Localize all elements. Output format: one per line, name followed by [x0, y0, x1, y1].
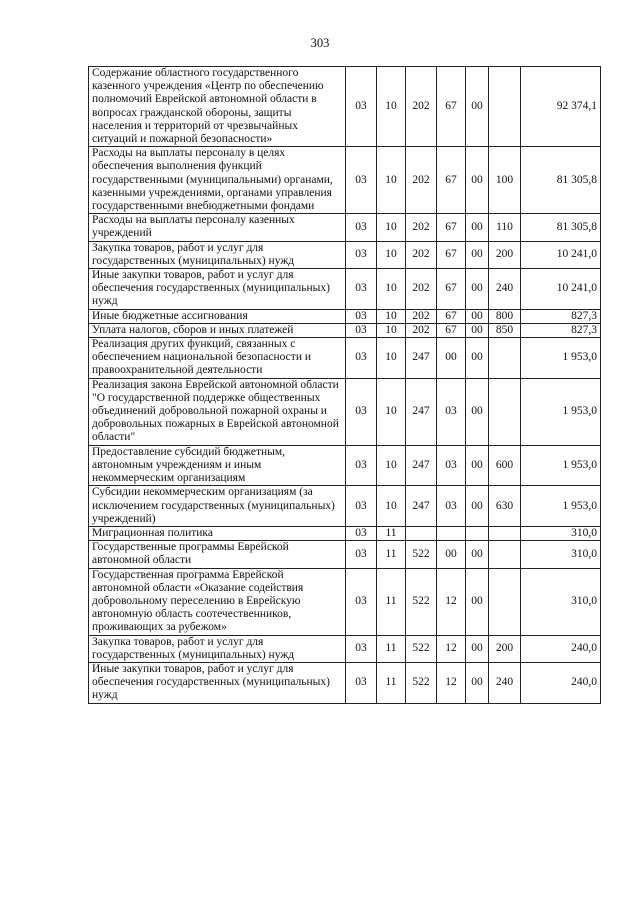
table-row — [89, 378, 601, 445]
section-code: 03 — [346, 486, 377, 527]
expense-type-code — [489, 568, 521, 635]
section-code: 03 — [346, 214, 377, 241]
target-article-program: 202 — [406, 67, 437, 147]
table-row — [89, 445, 601, 486]
subsection-code: 11 — [377, 662, 406, 703]
target-article-program: 247 — [406, 338, 437, 379]
expense-type-code — [489, 378, 521, 445]
expense-type-code: 600 — [489, 445, 521, 486]
expense-type-code: 100 — [489, 147, 521, 214]
target-article-direction: 00 — [466, 486, 489, 527]
amount: 10 241,0 — [521, 269, 601, 310]
target-article-subprogram: 03 — [437, 378, 466, 445]
subsection-code: 10 — [377, 338, 406, 379]
target-article-program: 202 — [406, 323, 437, 337]
section-code: 03 — [346, 147, 377, 214]
target-article-direction: 00 — [466, 568, 489, 635]
row-description: Уплата налогов, сборов и иных платежей — [89, 323, 346, 337]
amount: 1 953,0 — [521, 486, 601, 527]
target-article-direction: 00 — [466, 269, 489, 310]
subsection-code: 10 — [377, 378, 406, 445]
section-code: 03 — [346, 541, 377, 568]
amount: 310,0 — [521, 568, 601, 635]
section-code: 03 — [346, 269, 377, 310]
table-row — [89, 662, 601, 703]
target-article-subprogram: 67 — [437, 67, 466, 147]
page-number: 303 — [310, 36, 330, 50]
row-description: Миграционная политика — [89, 526, 346, 540]
expense-type-code: 850 — [489, 323, 521, 337]
target-article-subprogram: 67 — [437, 269, 466, 310]
table-body — [89, 67, 601, 704]
row-description: Государственная программа Еврейской автономной области «Оказание содействия добровольному переселению в Еврейскую автономную область соотечественников, проживающих за рубежом» — [89, 568, 346, 635]
table-row — [89, 269, 601, 310]
target-article-program: 247 — [406, 445, 437, 486]
target-article-program: 522 — [406, 568, 437, 635]
section-code: 03 — [346, 323, 377, 337]
target-article-subprogram: 03 — [437, 486, 466, 527]
target-article-subprogram: 12 — [437, 568, 466, 635]
expense-type-code — [489, 67, 521, 147]
table-row — [89, 147, 601, 214]
amount: 310,0 — [521, 526, 601, 540]
target-article-subprogram: 00 — [437, 338, 466, 379]
row-description: Расходы на выплаты персоналу казенных учреждений — [89, 214, 346, 241]
row-description: Расходы на выплаты персоналу в целях обеспечения выполнения функций государственными (муниципальными) органами, казенными учреждениями, органами управления государственными внебюджетными фондами — [89, 147, 346, 214]
subsection-code: 10 — [377, 445, 406, 486]
subsection-code: 11 — [377, 526, 406, 540]
expense-type-code: 240 — [489, 662, 521, 703]
amount: 92 374,1 — [521, 67, 601, 147]
subsection-code: 10 — [377, 323, 406, 337]
row-description: Иные закупки товаров, работ и услуг для обеспечения государственных (муниципальных) нужд — [89, 269, 346, 310]
target-article-direction: 00 — [466, 323, 489, 337]
amount: 827,3 — [521, 309, 601, 323]
section-code: 03 — [346, 635, 377, 662]
target-article-direction: 00 — [466, 214, 489, 241]
section-code: 03 — [346, 338, 377, 379]
target-article-subprogram: 67 — [437, 241, 466, 268]
expense-type-code — [489, 526, 521, 540]
expense-type-code: 800 — [489, 309, 521, 323]
amount: 240,0 — [521, 635, 601, 662]
expense-type-code — [489, 541, 521, 568]
row-description: Содержание областного государственного казенного учреждения «Центр по обеспечению полномочий Еврейской автономной области в вопросах гражданской обороны, защиты населения и территорий от чрезвычайных ситуаций и пожарной безопасности» — [89, 67, 346, 147]
target-article-program: 522 — [406, 635, 437, 662]
table-row — [89, 241, 601, 268]
target-article-direction: 00 — [466, 338, 489, 379]
table-row — [89, 214, 601, 241]
section-code: 03 — [346, 568, 377, 635]
table-row — [89, 635, 601, 662]
target-article-program — [406, 526, 437, 540]
row-description: Закупка товаров, работ и услуг для государственных (муниципальных) нужд — [89, 241, 346, 268]
expense-type-code — [489, 338, 521, 379]
target-article-subprogram: 67 — [437, 309, 466, 323]
amount: 1 953,0 — [521, 338, 601, 379]
table-row — [89, 323, 601, 337]
expense-type-code: 110 — [489, 214, 521, 241]
subsection-code: 11 — [377, 635, 406, 662]
target-article-direction: 00 — [466, 445, 489, 486]
subsection-code: 11 — [377, 541, 406, 568]
section-code: 03 — [346, 378, 377, 445]
target-article-program: 522 — [406, 541, 437, 568]
expense-type-code: 200 — [489, 635, 521, 662]
amount: 81 305,8 — [521, 147, 601, 214]
target-article-subprogram: 12 — [437, 635, 466, 662]
table-row — [89, 568, 601, 635]
target-article-program: 247 — [406, 378, 437, 445]
expense-type-code: 240 — [489, 269, 521, 310]
target-article-program: 202 — [406, 241, 437, 268]
section-code: 03 — [346, 445, 377, 486]
row-description: Закупка товаров, работ и услуг для государственных (муниципальных) нужд — [89, 635, 346, 662]
target-article-program: 247 — [406, 486, 437, 527]
target-article-subprogram: 12 — [437, 662, 466, 703]
amount: 1 953,0 — [521, 445, 601, 486]
target-article-subprogram: 67 — [437, 214, 466, 241]
amount: 1 953,0 — [521, 378, 601, 445]
target-article-direction: 00 — [466, 635, 489, 662]
target-article-direction: 00 — [466, 541, 489, 568]
section-code: 03 — [346, 526, 377, 540]
target-article-direction: 00 — [466, 378, 489, 445]
row-description: Реализация других функций, связанных с обеспечением национальной безопасности и правоохранительной деятельности — [89, 338, 346, 379]
target-article-program: 202 — [406, 269, 437, 310]
row-description: Предоставление субсидий бюджетным, автономным учреждениям и иным некоммерческим организациям — [89, 445, 346, 486]
amount: 81 305,8 — [521, 214, 601, 241]
table-row — [89, 526, 601, 540]
section-code: 03 — [346, 241, 377, 268]
table-row — [89, 309, 601, 323]
target-article-subprogram: 00 — [437, 541, 466, 568]
amount: 827,3 — [521, 323, 601, 337]
row-description: Субсидии некоммерческим организациям (за исключением государственных (муниципальных) учреждений) — [89, 486, 346, 527]
target-article-program: 202 — [406, 214, 437, 241]
target-article-direction: 00 — [466, 241, 489, 268]
table-row — [89, 67, 601, 147]
subsection-code: 10 — [377, 147, 406, 214]
subsection-code: 10 — [377, 67, 406, 147]
target-article-subprogram: 67 — [437, 323, 466, 337]
target-article-direction: 00 — [466, 67, 489, 147]
target-article-program: 522 — [406, 662, 437, 703]
subsection-code: 10 — [377, 309, 406, 323]
target-article-program: 202 — [406, 147, 437, 214]
amount: 310,0 — [521, 541, 601, 568]
target-article-program: 202 — [406, 309, 437, 323]
budget-table — [88, 66, 601, 704]
amount: 10 241,0 — [521, 241, 601, 268]
amount: 240,0 — [521, 662, 601, 703]
target-article-direction: 00 — [466, 309, 489, 323]
expense-type-code: 200 — [489, 241, 521, 268]
target-article-direction — [466, 526, 489, 540]
section-code: 03 — [346, 67, 377, 147]
target-article-direction: 00 — [466, 662, 489, 703]
table-row — [89, 541, 601, 568]
subsection-code: 10 — [377, 241, 406, 268]
row-description: Государственные программы Еврейской автономной области — [89, 541, 346, 568]
subsection-code: 10 — [377, 486, 406, 527]
row-description: Реализация закона Еврейской автономной области "О государственной поддержке общественных объединений добровольной пожарной охраны и добровольных пожарных в Еврейской автономной области" — [89, 378, 346, 445]
subsection-code: 10 — [377, 269, 406, 310]
row-description: Иные закупки товаров, работ и услуг для обеспечения государственных (муниципальных) нужд — [89, 662, 346, 703]
subsection-code: 10 — [377, 214, 406, 241]
expense-type-code: 630 — [489, 486, 521, 527]
subsection-code: 11 — [377, 568, 406, 635]
section-code: 03 — [346, 662, 377, 703]
table-row — [89, 338, 601, 379]
section-code: 03 — [346, 309, 377, 323]
target-article-subprogram — [437, 526, 466, 540]
table-row — [89, 486, 601, 527]
target-article-subprogram: 03 — [437, 445, 466, 486]
target-article-subprogram: 67 — [437, 147, 466, 214]
row-description: Иные бюджетные ассигнования — [89, 309, 346, 323]
target-article-direction: 00 — [466, 147, 489, 214]
